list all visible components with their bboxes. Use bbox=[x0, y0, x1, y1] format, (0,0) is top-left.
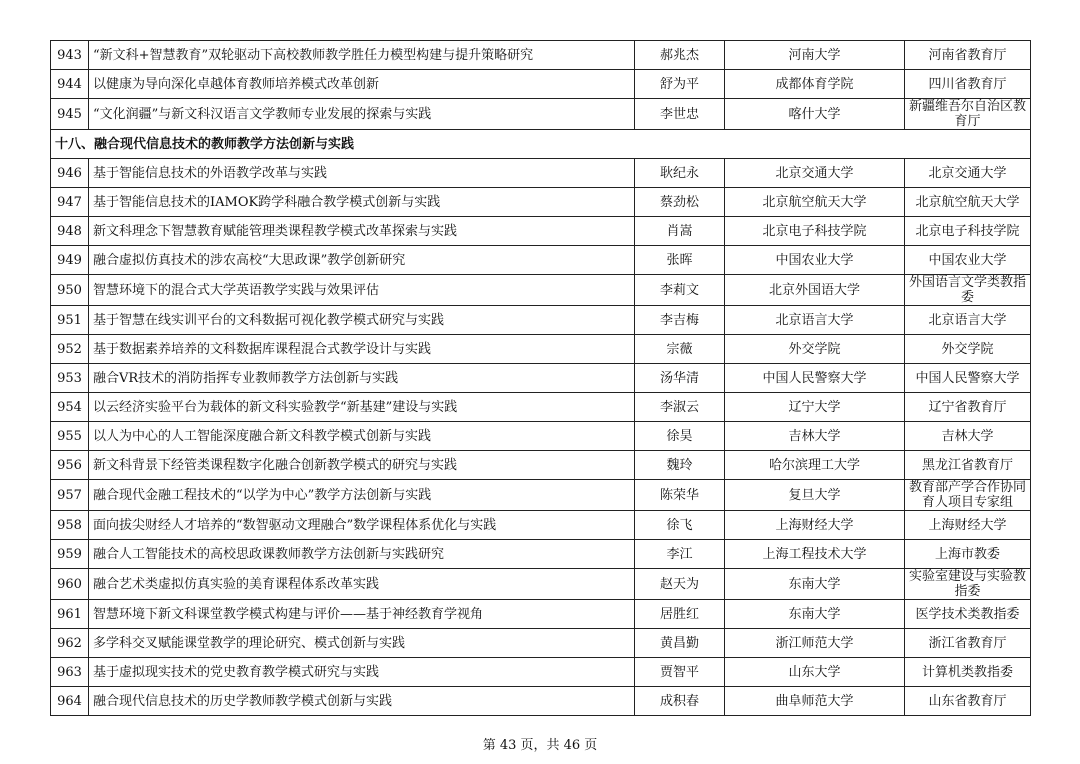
table-row bbox=[51, 629, 1031, 658]
project-leader: 耿纪永 bbox=[635, 159, 725, 188]
row-number: 955 bbox=[51, 422, 89, 451]
recommending-unit: 黑龙江省教育厅 bbox=[905, 451, 1031, 480]
project-title: 融合现代金融工程技术的“以学为中心”教学方法创新与实践 bbox=[89, 480, 635, 511]
table-row bbox=[51, 217, 1031, 246]
recommending-unit: 计算机类教指委 bbox=[905, 658, 1031, 687]
table-row bbox=[51, 600, 1031, 629]
section-header-row bbox=[51, 130, 1031, 159]
project-leader: 居胜红 bbox=[635, 600, 725, 629]
table-row bbox=[51, 70, 1031, 99]
project-title: 融合人工智能技术的高校思政课教师教学方法创新与实践研究 bbox=[89, 540, 635, 569]
institution: 复旦大学 bbox=[725, 480, 905, 511]
row-number: 961 bbox=[51, 600, 89, 629]
institution: 山东大学 bbox=[725, 658, 905, 687]
institution: 北京航空航天大学 bbox=[725, 188, 905, 217]
row-number: 964 bbox=[51, 687, 89, 716]
project-title: 面向拔尖财经人才培养的“数智驱动文理融合”数学课程体系优化与实践 bbox=[89, 511, 635, 540]
table-row bbox=[51, 393, 1031, 422]
recommending-unit: 实验室建设与实验教指委 bbox=[905, 569, 1031, 600]
institution: 河南大学 bbox=[725, 41, 905, 70]
project-leader: 李莉文 bbox=[635, 275, 725, 306]
institution: 浙江师范大学 bbox=[725, 629, 905, 658]
recommending-unit: 中国人民警察大学 bbox=[905, 364, 1031, 393]
table-row bbox=[51, 540, 1031, 569]
project-leader: 黄昌勤 bbox=[635, 629, 725, 658]
row-number: 954 bbox=[51, 393, 89, 422]
table-row bbox=[51, 306, 1031, 335]
project-leader: 李世忠 bbox=[635, 99, 725, 130]
project-title: 融合VR技术的消防指挥专业教师教学方法创新与实践 bbox=[89, 364, 635, 393]
table-row bbox=[51, 451, 1031, 480]
recommending-unit: 上海市教委 bbox=[905, 540, 1031, 569]
table-row bbox=[51, 188, 1031, 217]
table-row bbox=[51, 569, 1031, 600]
institution: 中国人民警察大学 bbox=[725, 364, 905, 393]
recommending-unit: 辽宁省教育厅 bbox=[905, 393, 1031, 422]
table-row bbox=[51, 422, 1031, 451]
row-number: 945 bbox=[51, 99, 89, 130]
table-row bbox=[51, 246, 1031, 275]
table-row bbox=[51, 41, 1031, 70]
row-number: 957 bbox=[51, 480, 89, 511]
project-table bbox=[50, 40, 1031, 716]
table-row bbox=[51, 658, 1031, 687]
table-row bbox=[51, 275, 1031, 306]
institution: 哈尔滨理工大学 bbox=[725, 451, 905, 480]
row-number: 962 bbox=[51, 629, 89, 658]
institution: 曲阜师范大学 bbox=[725, 687, 905, 716]
project-title: 基于智能信息技术的IAMOK跨学科融合教学模式创新与实践 bbox=[89, 188, 635, 217]
project-title: 新文科理念下智慧教育赋能管理类课程教学模式改革探索与实践 bbox=[89, 217, 635, 246]
project-title: 融合艺术类虚拟仿真实验的美育课程体系改革实践 bbox=[89, 569, 635, 600]
project-leader: 舒为平 bbox=[635, 70, 725, 99]
institution: 外交学院 bbox=[725, 335, 905, 364]
project-title: 多学科交叉赋能课堂教学的理论研究、模式创新与实践 bbox=[89, 629, 635, 658]
project-leader: 赵天为 bbox=[635, 569, 725, 600]
row-number: 944 bbox=[51, 70, 89, 99]
row-number: 952 bbox=[51, 335, 89, 364]
recommending-unit: 上海财经大学 bbox=[905, 511, 1031, 540]
recommending-unit: 四川省教育厅 bbox=[905, 70, 1031, 99]
row-number: 951 bbox=[51, 306, 89, 335]
project-leader: 徐飞 bbox=[635, 511, 725, 540]
project-title: 基于智能信息技术的外语教学改革与实践 bbox=[89, 159, 635, 188]
project-title: 融合虚拟仿真技术的涉农高校“大思政课”教学创新研究 bbox=[89, 246, 635, 275]
institution: 北京交通大学 bbox=[725, 159, 905, 188]
project-title: 智慧环境下的混合式大学英语教学实践与效果评估 bbox=[89, 275, 635, 306]
institution: 北京电子科技学院 bbox=[725, 217, 905, 246]
page-footer: 第 43 页，共 46 页 bbox=[482, 738, 598, 753]
institution: 辽宁大学 bbox=[725, 393, 905, 422]
table-row bbox=[51, 480, 1031, 511]
recommending-unit: 医学技术类教指委 bbox=[905, 600, 1031, 629]
project-title: 以人为中心的人工智能深度融合新文科教学模式创新与实践 bbox=[89, 422, 635, 451]
institution: 吉林大学 bbox=[725, 422, 905, 451]
table-row bbox=[51, 99, 1031, 130]
table-row bbox=[51, 364, 1031, 393]
project-leader: 李江 bbox=[635, 540, 725, 569]
institution: 中国农业大学 bbox=[725, 246, 905, 275]
row-number: 946 bbox=[51, 159, 89, 188]
project-title: 基于数据素养培养的文科数据库课程混合式教学设计与实践 bbox=[89, 335, 635, 364]
row-number: 959 bbox=[51, 540, 89, 569]
recommending-unit: 教育部产学合作协同育人项目专家组 bbox=[905, 480, 1031, 511]
project-leader: 汤华清 bbox=[635, 364, 725, 393]
project-leader: 宗薇 bbox=[635, 335, 725, 364]
recommending-unit: 吉林大学 bbox=[905, 422, 1031, 451]
row-number: 963 bbox=[51, 658, 89, 687]
row-number: 948 bbox=[51, 217, 89, 246]
recommending-unit: 山东省教育厅 bbox=[905, 687, 1031, 716]
project-title: 融合现代信息技术的历史学教师教学模式创新与实践 bbox=[89, 687, 635, 716]
recommending-unit: 外国语言文学类教指委 bbox=[905, 275, 1031, 306]
institution: 北京语言大学 bbox=[725, 306, 905, 335]
row-number: 950 bbox=[51, 275, 89, 306]
row-number: 949 bbox=[51, 246, 89, 275]
recommending-unit: 浙江省教育厅 bbox=[905, 629, 1031, 658]
project-leader: 徐昊 bbox=[635, 422, 725, 451]
project-leader: 贾智平 bbox=[635, 658, 725, 687]
table-row bbox=[51, 159, 1031, 188]
recommending-unit: 北京语言大学 bbox=[905, 306, 1031, 335]
recommending-unit: 北京航空航天大学 bbox=[905, 188, 1031, 217]
project-leader: 李吉梅 bbox=[635, 306, 725, 335]
institution: 北京外国语大学 bbox=[725, 275, 905, 306]
project-title: “新文科+智慧教育”双轮驱动下高校教师教学胜任力模型构建与提升策略研究 bbox=[89, 41, 635, 70]
project-title: 以云经济实验平台为载体的新文科实验教学“新基建”建设与实践 bbox=[89, 393, 635, 422]
section-title: 十八、融合现代信息技术的教师教学方法创新与实践 bbox=[51, 130, 1031, 159]
row-number: 943 bbox=[51, 41, 89, 70]
project-leader: 陈荣华 bbox=[635, 480, 725, 511]
recommending-unit: 外交学院 bbox=[905, 335, 1031, 364]
institution: 上海财经大学 bbox=[725, 511, 905, 540]
project-leader: 成积春 bbox=[635, 687, 725, 716]
institution: 东南大学 bbox=[725, 569, 905, 600]
recommending-unit: 北京交通大学 bbox=[905, 159, 1031, 188]
project-leader: 郝兆杰 bbox=[635, 41, 725, 70]
institution: 上海工程技术大学 bbox=[725, 540, 905, 569]
table-row bbox=[51, 511, 1031, 540]
institution: 成都体育学院 bbox=[725, 70, 905, 99]
row-number: 960 bbox=[51, 569, 89, 600]
recommending-unit: 河南省教育厅 bbox=[905, 41, 1031, 70]
project-title: 新文科背景下经管类课程数字化融合创新教学模式的研究与实践 bbox=[89, 451, 635, 480]
project-title: 以健康为导向深化卓越体育教师培养模式改革创新 bbox=[89, 70, 635, 99]
project-leader: 肖嵩 bbox=[635, 217, 725, 246]
project-leader: 蔡劲松 bbox=[635, 188, 725, 217]
project-leader: 魏玲 bbox=[635, 451, 725, 480]
recommending-unit: 北京电子科技学院 bbox=[905, 217, 1031, 246]
project-leader: 李淑云 bbox=[635, 393, 725, 422]
project-title: “文化润疆”与新文科汉语言文学教师专业发展的探索与实践 bbox=[89, 99, 635, 130]
institution: 喀什大学 bbox=[725, 99, 905, 130]
recommending-unit: 中国农业大学 bbox=[905, 246, 1031, 275]
row-number: 947 bbox=[51, 188, 89, 217]
row-number: 956 bbox=[51, 451, 89, 480]
table-row bbox=[51, 687, 1031, 716]
row-number: 958 bbox=[51, 511, 89, 540]
project-title: 基于虚拟现实技术的党史教育教学模式研究与实践 bbox=[89, 658, 635, 687]
project-title: 智慧环境下新文科课堂教学模式构建与评价——基于神经教育学视角 bbox=[89, 600, 635, 629]
row-number: 953 bbox=[51, 364, 89, 393]
project-title: 基于智慧在线实训平台的文科数据可视化教学模式研究与实践 bbox=[89, 306, 635, 335]
institution: 东南大学 bbox=[725, 600, 905, 629]
table-row bbox=[51, 335, 1031, 364]
recommending-unit: 新疆维吾尔自治区教育厅 bbox=[905, 99, 1031, 130]
project-leader: 张晖 bbox=[635, 246, 725, 275]
